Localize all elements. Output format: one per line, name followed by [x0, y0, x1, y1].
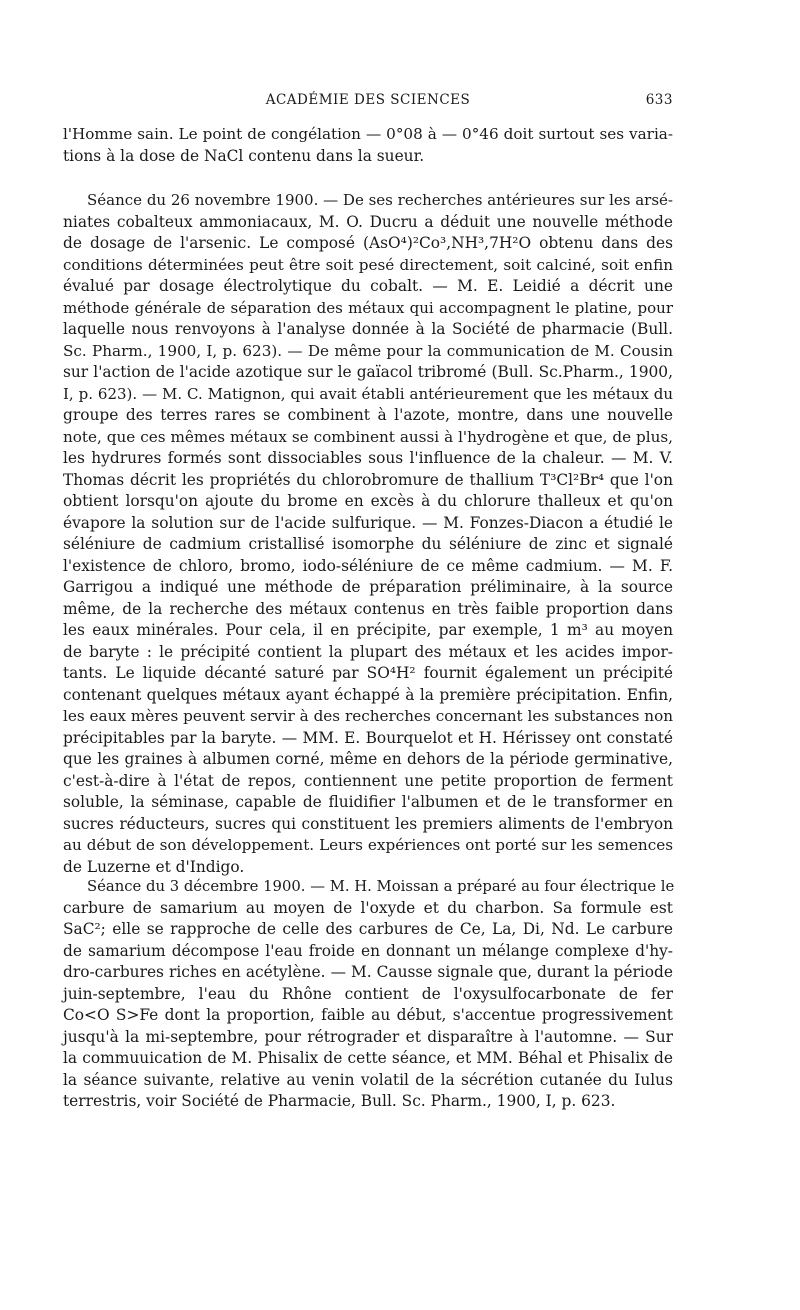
text-line: l'Homme sain. Le point de congélation — 0°08 à — 0°46 doit surtout ses varia- [63, 125, 673, 143]
text-line: séléniure de cadmium cristallisé isomorphe du séléniure de zinc et signalé [63, 535, 673, 553]
text-line: Sc. Pharm., 1900, I, p. 623). — De même pour la communication de M. Cousin [63, 341, 673, 360]
text-line: I, p. 623). — M. C. Matignon, qui avait établi antérieurement que les métaux du [63, 384, 673, 403]
text-line: dro-carbures riches en acétylène. — M. Causse signale que, durant la période [63, 963, 673, 981]
text-line: laquelle nous renvoyons à l'analyse donnée à la Société de pharmacie (Bull. [63, 320, 673, 338]
text-line: jusqu'à la mi-septembre, pour rétrograder et disparaître à l'automne. — Sur [63, 1027, 673, 1046]
text-line: carbure de samarium au moyen de l'oxyde et du charbon. Sa formule est [63, 898, 673, 917]
text-line: Séance du 3 décembre 1900. — M. H. Moissan a préparé au four électrique le [87, 878, 675, 895]
text-line: contenant quelques métaux ayant échappé à la première précipitation. Enfin, [63, 685, 673, 704]
text-line: Séance du 26 novembre 1900. — De ses recherches antérieures sur les arsé- [87, 191, 673, 209]
text-line: soluble, la séminase, capable de fluidifier l'albumen et de le transformer en [63, 793, 673, 811]
text-line: de samarium décompose l'eau froide en donnant un mélange complexe d'hy- [63, 941, 673, 960]
paragraph-continuation [63, 124, 673, 167]
text-line: conditions déterminées peut être soit pesé directement, soit calciné, soit enfin [63, 255, 673, 274]
text-line: les eaux mères peuvent servir à des recherches concernant les substances non [63, 707, 673, 725]
text-line: même, de la recherche des métaux contenus en très faible proportion dans [63, 599, 673, 618]
running-header [63, 92, 673, 112]
text-line: tants. Le liquide décanté saturé par SO⁴H² fournit également un précipité [63, 664, 673, 682]
text-line: que les graines à albumen corné, même en dehors de la période germinative, [63, 750, 673, 768]
text-line: Garrigou a indiqué une méthode de préparation préliminaire, à la source [63, 578, 673, 596]
text-line: au début de son développement. Leurs expériences ont porté sur les semences [63, 836, 673, 854]
text-line: juin-septembre, l'eau du Rhône contient de l'oxysulfocarbonate de fer [63, 984, 673, 1003]
text-line: c'est-à-dire à l'état de repos, contiennent une petite proportion de ferment [63, 771, 673, 790]
text-line: les hydrures formés sont dissociables sous l'influence de la chaleur. — M. V. [63, 449, 673, 467]
running-title: ACADÉMIE DES SCIENCES [265, 92, 471, 108]
text-line: les eaux minérales. Pour cela, il en précipite, par exemple, 1 m³ au moyen [63, 621, 673, 639]
page-number: 633 [645, 92, 673, 108]
text-line: obtient lorsqu'on ajoute du brome en excès à du chlorure thalleux et qu'on [63, 492, 673, 510]
text-line: méthode générale de séparation des métaux qui accompagnent le platine, pour [63, 298, 673, 317]
text-line: SaC²; elle se rapproche de celle des carbures de Ce, La, Di, Nd. Le carbure [63, 920, 673, 938]
text-line: de Luzerne et d'Indigo. [63, 857, 245, 876]
text-line: la séance suivante, relative au venin volatil de la sécrétion cutanée du Iulus [63, 1070, 673, 1089]
text-line: tions à la dose de NaCl contenu dans la sueur. [63, 146, 425, 165]
text-line: sur l'action de l'acide azotique sur le gaïacol tribromé (Bull. Sc.Pharm., 1900, [63, 363, 673, 381]
paragraph-seance-26-novembre [63, 190, 673, 878]
text-line: Thomas décrit les propriétés du chlorobromure de thallium T³Cl²Br⁴ que l'on [63, 470, 673, 489]
text-line: Co<O S>Fe dont la proportion, faible au début, s'accentue progressivement [63, 1006, 673, 1024]
text-line: de dosage de l'arsenic. Le composé (AsO⁴)²Co³,NH³,7H²O obtenu dans des [63, 234, 673, 252]
text-line: évapore la solution sur de l'acide sulfurique. — M. Fonzes-Diacon a étudié le [63, 513, 673, 532]
text-line: la commuuication de M. Phisalix de cette séance, et MM. Béhal et Phisalix de [63, 1049, 673, 1067]
text-line: l'existence de chloro, bromo, iodo-séléniure de ce même cadmium. — M. F. [63, 556, 673, 575]
text-line: niates cobalteux ammoniacaux, M. O. Ducru a déduit une nouvelle méthode [63, 212, 673, 231]
text-line: évalué par dosage électrolytique du cobalt. — M. E. Leidié a décrit une [63, 277, 673, 295]
paragraph-seance-3-decembre [63, 876, 673, 1113]
text-line: groupe des terres rares se combinent à l'azote, montre, dans une nouvelle [63, 406, 673, 424]
text-line: précipitables par la baryte. — MM. E. Bourquelot et H. Hérissey ont constaté [63, 728, 673, 747]
text-line: terrestris, voir Société de Pharmacie, Bull. Sc. Pharm., 1900, I, p. 623. [63, 1092, 616, 1110]
text-line: sucres réducteurs, sucres qui constituent les premiers aliments de l'embryon [63, 814, 673, 833]
text-line: de baryte : le précipité contient la plupart des métaux et les acides impor- [63, 642, 673, 661]
text-line: note, que ces mêmes métaux se combinent aussi à l'hydrogène et que, de plus, [63, 427, 673, 446]
